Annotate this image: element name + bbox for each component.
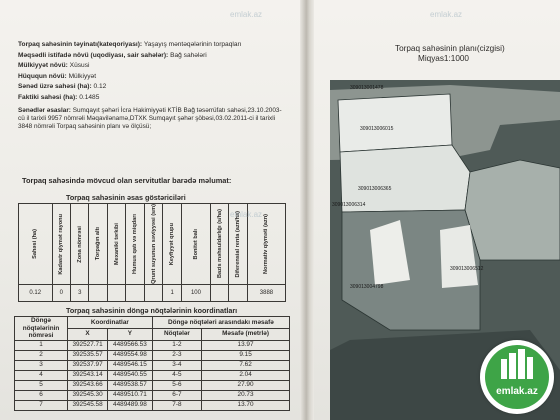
coordinates-table <box>14 316 290 411</box>
table-row <box>15 340 290 350</box>
col-coordinates: Koordinatlar <box>68 317 153 329</box>
cell-coord-y: 4489566.53 <box>108 340 153 350</box>
cell-zone: 3 <box>71 284 89 301</box>
emlak-logo-circle <box>485 345 549 409</box>
cell-segment-length: 9.15 <box>202 350 290 360</box>
parcel-label-6314: 309013006314 <box>332 202 366 208</box>
parcel-6512 <box>465 160 560 260</box>
cell-coord-x: 392537.97 <box>68 360 108 370</box>
watermark-top-right: emlak.az <box>430 10 463 19</box>
cell-point-number: 7 <box>15 400 68 410</box>
cell-point-number: 5 <box>15 380 68 390</box>
cell-coord-x: 392543.14 <box>68 370 108 380</box>
cell-segment-length: 2.04 <box>202 370 290 380</box>
info-line-actual-area: Faktiki sahəsi (ha): 0.1485 <box>18 93 100 101</box>
servitude-heading: Torpaq sahəsində mövcud olan servitutlar barədə məlumat: <box>22 176 232 185</box>
cell-coord-x: 392527.71 <box>68 340 108 350</box>
table-row <box>15 380 290 390</box>
cell-segment: 3-4 <box>152 360 201 370</box>
cell-coord-y: 4489540.55 <box>108 370 153 380</box>
cell-coord-y: 4489546.15 <box>108 360 153 370</box>
cell-bonitet: 100 <box>181 284 210 301</box>
cell-segment: 7-8 <box>152 400 201 410</box>
emlak-logo-badge <box>480 340 554 414</box>
cell-segment: 6-7 <box>152 390 201 400</box>
cell-coord-x: 392543.66 <box>68 380 108 390</box>
cell-area: 0.12 <box>19 284 53 301</box>
parcel-6015 <box>338 94 452 152</box>
cell-productivity <box>211 284 229 301</box>
col-productivity: Bazis məhsuldarlığı (s/ha) <box>216 209 223 279</box>
col-groundwater: Qrunt suyunun səviyyəsi (sm) <box>150 204 157 284</box>
cell-segment: 1-2 <box>152 340 201 350</box>
parcel-label-6512: 309013006512 <box>450 266 484 272</box>
cell-point-number: 6 <box>15 390 68 400</box>
col-x: X <box>68 328 108 340</box>
plan-scale: Miqyas1:1000 <box>418 54 469 63</box>
cell-soil <box>89 284 107 301</box>
basis-paragraph: Sənədlər əsaslar: Sumqayıt şəhəri İcra Hakimiyyəti KTİB Bağ təsərrüfatı sahəsi,23.10.2003-cü il tarixli 9957 nömrəli Məqavilənamə,DTXK Sumqayıt şəhər şöbəsi,03.02.2011-ci il tarixli 3848 nömrəli Torpaq sahəsinin planı və ölçüsü; <box>18 107 282 130</box>
cell-segment-length: 20.73 <box>202 390 290 400</box>
plan-title: Torpaq sahəsinin planı(cizgisi) <box>395 44 505 53</box>
cell-segment: 4-5 <box>152 370 201 380</box>
cell-humus <box>126 284 144 301</box>
watermark-top: emlak.az <box>230 10 263 19</box>
col-soil-type: Torpağın altı <box>95 227 102 261</box>
quality-heading: Torpaq sahəsinin əsas göstəriciləri <box>66 193 186 202</box>
cell-coord-x: 392535.57 <box>68 350 108 360</box>
cell-point-number: 3 <box>15 360 68 370</box>
cell-coord-y: 4489554.98 <box>108 350 153 360</box>
col-normative-price: Normativ qiyməti (azn) <box>263 213 270 274</box>
buildings-icon <box>485 345 549 385</box>
col-zone: Zona nömrəsi <box>76 225 83 263</box>
col-distance-group: Döngə nöqtələri arasındakı məsafə <box>152 317 289 329</box>
col-bonitet: Bonitet balı <box>192 228 199 260</box>
cell-point-number: 2 <box>15 350 68 360</box>
col-y: Y <box>108 328 153 340</box>
coords-heading: Torpaq sahəsinin döngə nöqtələrinin koordinatları <box>66 306 238 315</box>
info-line-category: Torpaq sahəsinin təyinatı(kateqoriyası): Yaşayış məntəqələrinin torpaqları <box>18 41 242 48</box>
cell-coord-x: 392545.58 <box>68 400 108 410</box>
cell-coord-y: 4489510.71 <box>108 390 153 400</box>
table-row <box>15 390 290 400</box>
cell-coord-x: 392545.30 <box>68 390 108 400</box>
table-row <box>15 350 290 360</box>
cell-coord-y: 4489489.98 <box>108 400 153 410</box>
cell-price: 3888 <box>247 284 285 301</box>
col-point-number: Döngə nöqtələrinin nömrəsi <box>15 317 68 341</box>
paper-fold <box>300 0 314 420</box>
cell-segment-length: 7.62 <box>202 360 290 370</box>
cell-quality-group: 1 <box>163 284 181 301</box>
col-points: Nöqtələr <box>152 328 201 340</box>
land-info-block <box>18 40 300 131</box>
table-row <box>19 284 286 301</box>
parcel-label-1478: 309013001478 <box>350 85 384 91</box>
parcel-label-4798: 309013004798 <box>350 284 384 290</box>
col-mechanical: Mexaniki tərkibi <box>113 222 120 265</box>
cell-point-number: 1 <box>15 340 68 350</box>
watermark-middle: emlak.az <box>230 210 263 219</box>
cell-groundwater <box>144 284 162 301</box>
cell-segment-length: 27.90 <box>202 380 290 390</box>
cell-rent <box>229 284 247 301</box>
info-line-doc-area: Sənəd üzrə sahəsi (ha): 0.12 <box>18 83 107 90</box>
cell-point-number: 4 <box>15 370 68 380</box>
cell-mechanical <box>107 284 125 301</box>
col-cadastre-region: Kadastr qiymət rayonu <box>58 213 65 275</box>
cell-segment-length: 13.97 <box>202 340 290 350</box>
parcel-label-6365: 309013006365 <box>358 186 392 192</box>
col-quality-group: Keyfiyyət qrupu <box>169 222 176 266</box>
info-line-right: Hüququn növü: Mülkiyyət <box>18 72 97 80</box>
emlak-logo-text: emlak.az <box>496 386 538 397</box>
col-humus: Humus qatı və miqdarı <box>132 213 139 274</box>
table-row <box>15 360 290 370</box>
info-line-ownership: Mülkiyyət növü: Xüsusi <box>18 62 90 69</box>
cell-coord-y: 4489538.57 <box>108 380 153 390</box>
cell-segment: 2-3 <box>152 350 201 360</box>
parcel-label-6015: 309013006015 <box>360 126 394 132</box>
cell-region: 0 <box>52 284 70 301</box>
info-line-usage: Məqsədli istifadə növü (uqodiyası, sair sahələr): Bağ sahələri <box>18 51 207 59</box>
cell-segment: 5-6 <box>152 380 201 390</box>
col-area: Sahəsi (ha) <box>32 229 39 259</box>
col-rent: Diferensial renta (azn/ha) <box>235 210 242 278</box>
col-distance: Məsafə (metrlə) <box>202 328 290 340</box>
table-row <box>15 370 290 380</box>
cell-segment-length: 13.70 <box>202 400 290 410</box>
table-row <box>15 400 290 410</box>
